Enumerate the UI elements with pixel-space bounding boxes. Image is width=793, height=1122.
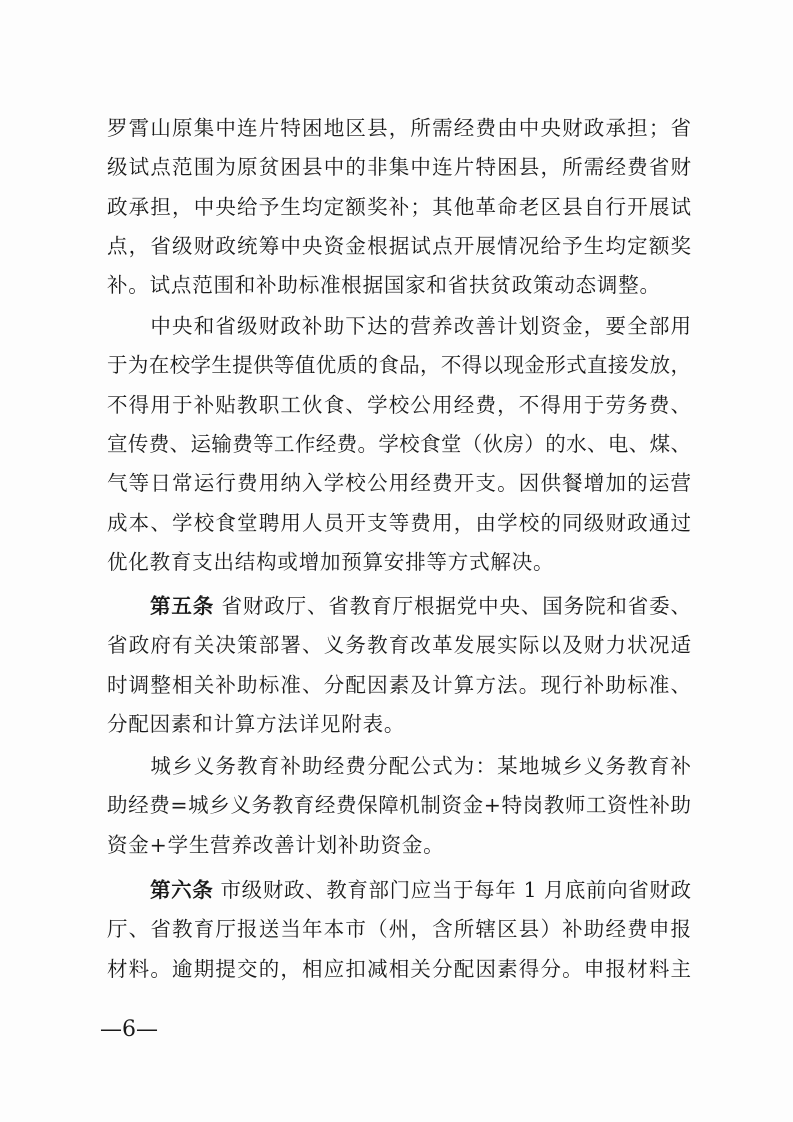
text-line	[107, 306, 691, 346]
text-line	[107, 949, 691, 989]
line-text: 中央和省级财政补助下达的营养改善计划资金，要全部用	[107, 314, 691, 338]
text-line	[107, 385, 691, 425]
line-text: 成本、学校食堂聘用人员开支等费用，由学校的同级财政通过	[107, 510, 691, 535]
line-text: 级试点范围为原贫困县中的非集中连片特困县，所需经费省财	[107, 155, 691, 180]
article-heading: 第五条	[150, 594, 215, 618]
text-line	[150, 586, 691, 626]
line-text: 市级财政、教育部门应当于每年 1 月底前向省财政	[213, 878, 692, 902]
line-text: 时调整相关补助标准、分配因素及计算方法。现行补助标准、	[107, 672, 691, 697]
line-text: 罗霄山原集中连片特困地区县，所需经费由中央财政承担；省	[107, 116, 691, 140]
text-line	[107, 265, 691, 305]
line-text: 不得用于补贴教职工伙食、学校公用经费，不得用于劳务费、	[107, 392, 691, 417]
text-line	[107, 108, 691, 148]
text-line	[107, 785, 691, 825]
line-text: 政承担，中央给予生均定额奖补；其他革命老区县自行开展试	[107, 194, 691, 219]
line-text: 厅、省教育厅报送当年本市（州，含所辖区县）补助经费申报	[107, 917, 691, 942]
line-text: 补。试点范围和补助标准根据国家和省扶贫政策动态调整。	[107, 273, 661, 298]
line-text: 气等日常运行费用纳入学校公用经费开支。因供餐增加的运营	[107, 471, 691, 496]
text-line	[107, 503, 691, 543]
text-line	[107, 825, 691, 865]
article-heading: 第六条	[150, 878, 214, 902]
text-line	[107, 625, 691, 665]
line-text: 助经费=城乡义务教育经费保障机制资金+特岗教师工资性补助	[107, 793, 691, 818]
text-line	[107, 187, 691, 227]
page-number: —6—	[100, 1017, 158, 1042]
line-text: 分配因素和计算方法详见附表。	[107, 711, 406, 736]
line-text: 省政府有关决策部署、义务教育改革发展实际以及财力状况适	[107, 633, 691, 658]
text-line	[107, 909, 691, 949]
line-text: 资金+学生营养改善计划补助资金。	[107, 832, 445, 857]
line-text: 于为在校学生提供等值优质的食品，不得以现金形式直接发放，	[107, 353, 691, 378]
line-text: 宣传费、运输费等工作经费。学校食堂（伙房）的水、电、煤、	[107, 431, 691, 456]
text-line	[107, 542, 691, 582]
line-text: 优化教育支出结构或增加预算安排等方式解决。	[107, 549, 555, 574]
text-line	[107, 345, 691, 385]
text-line	[150, 870, 691, 910]
text-line	[107, 147, 691, 187]
line-text: 材料。逾期提交的，相应扣减相关分配因素得分。申报材料主	[107, 956, 691, 981]
line-text: 点，省级财政统筹中央资金根据试点开展情况给予生均定额奖	[107, 233, 691, 258]
line-text: 省财政厅、省教育厅根据党中央、国务院和省委、	[214, 594, 692, 618]
text-line	[107, 424, 691, 464]
line-text: 城乡义务教育补助经费分配公式为：某地城乡义务教育补	[107, 754, 691, 778]
text-line	[107, 463, 691, 503]
text-line	[107, 665, 691, 705]
text-line	[107, 226, 691, 266]
text-line	[107, 704, 691, 744]
text-line	[107, 746, 691, 786]
